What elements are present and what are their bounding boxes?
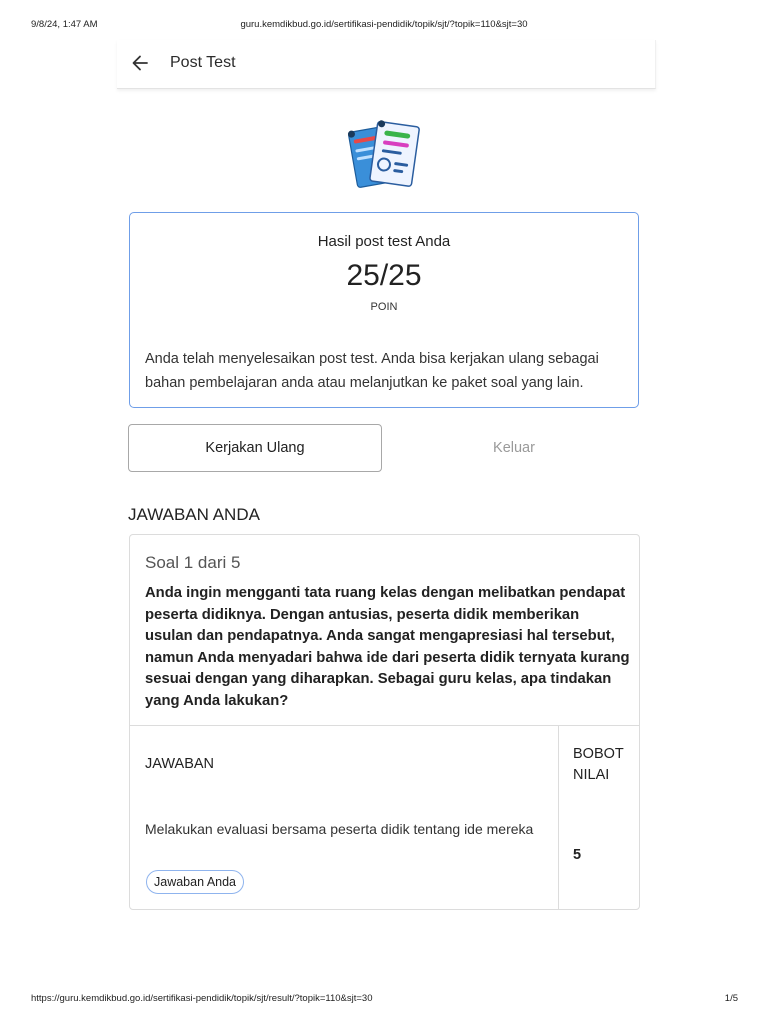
result-card xyxy=(129,212,639,408)
score-value: 25/25 xyxy=(346,259,422,292)
print-url: guru.kemdikbud.go.id/sertifikasi-pendidik/topik/sjt/?topik=110&sjt=30 xyxy=(240,19,528,30)
column-divider xyxy=(558,726,559,910)
test-documents-icon xyxy=(347,118,425,196)
arrow-left-icon[interactable] xyxy=(130,53,150,73)
answer-text: Melakukan evaluasi bersama peserta didik tentang ide mereka xyxy=(145,821,534,837)
answers-section-title: JAWABAN ANDA xyxy=(128,505,260,524)
result-description: Anda telah menyelesaikan post test. Anda bisa kerjakan ulang sebagai bahan pembelajaran anda atau melanjutkan ke paket soal yang lain. xyxy=(145,351,599,391)
weight-column-header: BOBOT NILAI xyxy=(573,746,624,783)
your-answer-badge: Jawaban Anda xyxy=(146,870,244,894)
exit-button[interactable]: Keluar xyxy=(387,424,641,472)
page-title: Post Test xyxy=(170,54,236,71)
points-label: POIN xyxy=(370,301,398,313)
answer-table xyxy=(130,725,639,910)
top-bar xyxy=(117,40,656,89)
question-card xyxy=(129,534,640,910)
answer-column-header: JAWABAN xyxy=(145,756,215,772)
page-number: 1/5 xyxy=(724,993,738,1004)
print-footer-url: https://guru.kemdikbud.go.id/sertifikasi-pendidik/topik/sjt/result/?topik=110&sjt=30 xyxy=(31,993,373,1004)
question-text: Anda ingin mengganti tata ruang kelas dengan melibatkan pendapat peserta didiknya. Dengan antusias, peserta didik memberikan usulan dan pendapatnya. Anda sangat mengapresiasi hal tersebut, namun Anda menyadari bahwa ide dari peserta didik ternyata kurang sesuai dengan yang diharapkan. Sebagai guru kelas, apa tindakan yang Anda lakukan? xyxy=(145,585,630,709)
question-number: Soal 1 dari 5 xyxy=(145,553,241,572)
result-title: Hasil post test Anda xyxy=(317,233,451,250)
print-datetime: 9/8/24, 1:47 AM xyxy=(31,19,98,30)
retry-button[interactable]: Kerjakan Ulang xyxy=(128,424,382,472)
answer-score: 5 xyxy=(573,847,582,863)
